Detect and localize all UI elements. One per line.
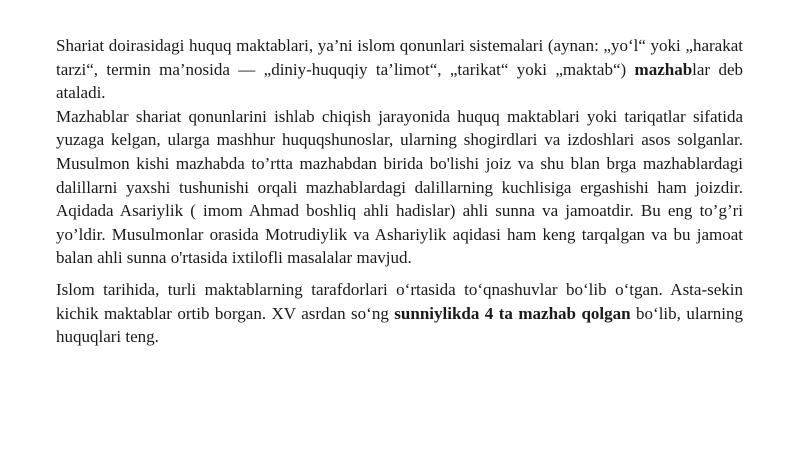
text-segment: bo‘lib, ularning huquqlari teng.: [56, 303, 744, 347]
text-segment: lar deb ataladi.: [56, 59, 744, 103]
text-segment: Shariat doirasidagi huquq maktablari, ya’ni islom qonunlari sistemalari (aynan: „yo‘l“ yoki „harakat tarzi“, termin ma’nosida — „diniy-huquqiy ta’limot“, „tarikat“ yoki „maktab“): [56, 36, 743, 79]
text-segment: Islom tarihida, turli maktablarning tarafdorlari o‘rtasida to‘qnashuvlar bo‘lib o‘tgan. Asta-sekin kichik maktablar ortib borgan. XV asrdan so‘ng: [56, 279, 743, 323]
text-segment: Mazhablar shariat qonunlarini ishlab chiqish jarayonida huquq maktablari yoki tariqatlar sifatida yuzaga kelgan, ularga mashhur huquqshunoslar, ularning shogirdlari va izdoshlari asos solganlar. Musulmon kishi mazhabda to’rtta mazhabdan birida bo'lishi joiz va shu blan brga mazhablardagi dalillarni yaxshi tushunishi orqali mazhablardagi dalillarning kuchlisiga ergashishi ham joizdir. Aqidada Asariylik ( imom Ahmad boshliq ahli hadislar) ahli sunna va jamoatdir. Bu eng to’g’ri yo’ldir. Musulmonlar orasida Motrudiylik va Ashariylik aqidasi ham keng tarqalgan va bu jamoat balan ahli sunna o'rtasida ixtilofli masalalar mavjud.: [56, 106, 743, 268]
bold-four-madhhabs: sunniylikda 4 ta mazhab qolgan: [394, 303, 631, 323]
paragraph-madhhab-origins: [56, 105, 743, 270]
bold-term-mazhab: mazhab: [634, 59, 693, 79]
paragraph-madhhab-definition: [56, 34, 743, 105]
paragraph-islamic-history: [56, 278, 743, 349]
